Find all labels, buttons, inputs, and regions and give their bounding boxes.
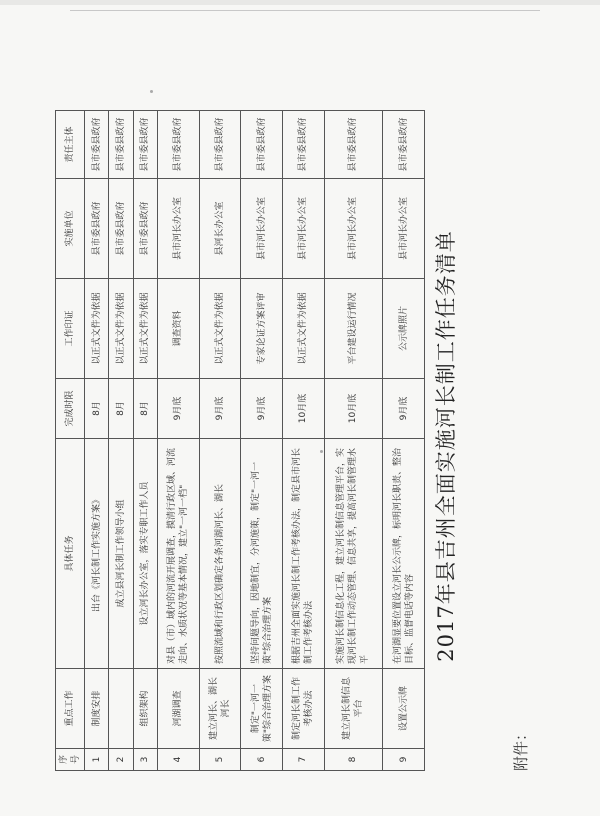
- cell-detail: 按照流域和行政区划确定各条河湖河长、湖长: [199, 439, 241, 669]
- cell-evidence: 以正式文件为依据: [282, 279, 324, 379]
- cell-detail: 成立县河长制工作领导小组: [109, 439, 133, 669]
- table-row: [158, 111, 200, 771]
- cell-unit: 县市河长办公室: [158, 179, 200, 279]
- cell-no: 1: [85, 749, 109, 771]
- cell-no: 2: [109, 749, 133, 771]
- cell-owner: 县市委县政府: [383, 111, 425, 179]
- cell-detail: 在河湖显要位置设立河长公示牌，标明河长职责、整治目标、监督电话等内容: [383, 439, 425, 669]
- table-row: [282, 111, 324, 771]
- cell-evidence: 调查资料: [158, 279, 200, 379]
- cell-deadline: 9月底: [158, 379, 200, 439]
- document-title: 2017年县吉州全面实施河长制工作任务清单: [434, 230, 458, 662]
- header-no: 序号: [56, 749, 85, 771]
- cell-deadline: 8月: [133, 379, 157, 439]
- cell-no: 3: [133, 749, 157, 771]
- header-deadline: 完成时限: [56, 379, 85, 439]
- cell-task: 制定"一河一策"综合治理方案: [241, 669, 283, 749]
- cell-no: 9: [383, 749, 425, 771]
- table-row: [133, 111, 157, 771]
- cell-evidence: 专家论证方案评审: [241, 279, 283, 379]
- cell-task: 设置公示牌: [383, 669, 425, 749]
- rotated-page: [0, 76, 560, 816]
- table-row: [109, 111, 133, 771]
- cell-owner: 县市委县政府: [324, 111, 383, 179]
- cell-owner: 县市委县政府: [241, 111, 283, 179]
- cell-task: 建立河长、湖长河长: [199, 669, 241, 749]
- cell-owner: 县市委县政府: [199, 111, 241, 179]
- cell-detail: 设立河长办公室，落实专职工作人员: [133, 439, 157, 669]
- cell-evidence: 以正式文件为依据: [85, 279, 109, 379]
- cell-evidence: 以正式文件为依据: [109, 279, 133, 379]
- cell-no: 7: [282, 749, 324, 771]
- cell-owner: 县市委县政府: [158, 111, 200, 179]
- cell-unit: 县市委县政府: [109, 179, 133, 279]
- cell-evidence: 以正式文件为依据: [133, 279, 157, 379]
- table-row: [199, 111, 241, 771]
- cell-no: 8: [324, 749, 383, 771]
- table-row: [241, 111, 283, 771]
- attachment-label: 附件：: [512, 725, 530, 771]
- table-header-row: [56, 111, 85, 771]
- scan-top-bar: [0, 0, 600, 5]
- scan-top-rule: [70, 10, 540, 11]
- cell-detail: 根据吉州全面实施河长制工作考核办法，制定县市河长制工作考核办法: [282, 439, 324, 669]
- cell-unit: 县河长办公室: [199, 179, 241, 279]
- cell-task: 建立河长制信息平台: [324, 669, 383, 749]
- cell-unit: 县市河长办公室: [282, 179, 324, 279]
- cell-unit: 县市河长办公室: [324, 179, 383, 279]
- header-task: 重点工作: [56, 669, 85, 749]
- cell-deadline: 8月: [109, 379, 133, 439]
- cell-detail: 坚持问题导向，因地制宜，分河施策，制定"一河一策"综合治理方案: [241, 439, 283, 669]
- cell-unit: 县市河长办公室: [241, 179, 283, 279]
- cell-deadline: 9月底: [241, 379, 283, 439]
- table-row: [383, 111, 425, 771]
- header-evidence: 工作印证: [56, 279, 85, 379]
- cell-evidence: 以正式文件为依据: [199, 279, 241, 379]
- cell-deadline: 9月底: [199, 379, 241, 439]
- cell-evidence: 平台建设运行情况: [324, 279, 383, 379]
- cell-evidence: 公示牌照片: [383, 279, 425, 379]
- cell-deadline: 10月底: [282, 379, 324, 439]
- cell-unit: 县市委县政府: [85, 179, 109, 279]
- cell-task: 河湖调查: [158, 669, 200, 749]
- cell-detail: 对县（市）域内的河流开展调查，摸清行政区域、河流走向、水质状况等基本情况，建立"一河一档": [158, 439, 200, 669]
- table-row: [324, 111, 383, 771]
- cell-detail: 实施河长制信息化工程，建立河长制信息管理平台，实现河长制工作动态管理、信息共享，提高河长制管理水平: [324, 439, 383, 669]
- cell-deadline: 9月底: [383, 379, 425, 439]
- cell-deadline: 8月: [85, 379, 109, 439]
- cell-no: 4: [158, 749, 200, 771]
- cell-owner: 县市委县政府: [85, 111, 109, 179]
- cell-owner: 县市委县政府: [282, 111, 324, 179]
- header-detail: 具体任务: [56, 439, 85, 669]
- header-unit: 实施单位: [56, 179, 85, 279]
- task-table: [55, 110, 425, 771]
- cell-task: 制度安排: [85, 669, 109, 749]
- cell-task: 组织架构: [133, 669, 157, 749]
- cell-no: 6: [241, 749, 283, 771]
- header-owner: 责任主体: [56, 111, 85, 179]
- cell-task: 制定河长制工作考核办法: [282, 669, 324, 749]
- cell-detail: 出台《河长制工作实施方案》: [85, 439, 109, 669]
- cell-owner: 县市委县政府: [133, 111, 157, 179]
- table-row: [85, 111, 109, 771]
- cell-deadline: 10月底: [324, 379, 383, 439]
- cell-owner: 县市委县政府: [109, 111, 133, 179]
- cell-unit: 县市委县政府: [133, 179, 157, 279]
- cell-unit: 县市河长办公室: [383, 179, 425, 279]
- cell-no: 5: [199, 749, 241, 771]
- cell-task: [109, 669, 133, 749]
